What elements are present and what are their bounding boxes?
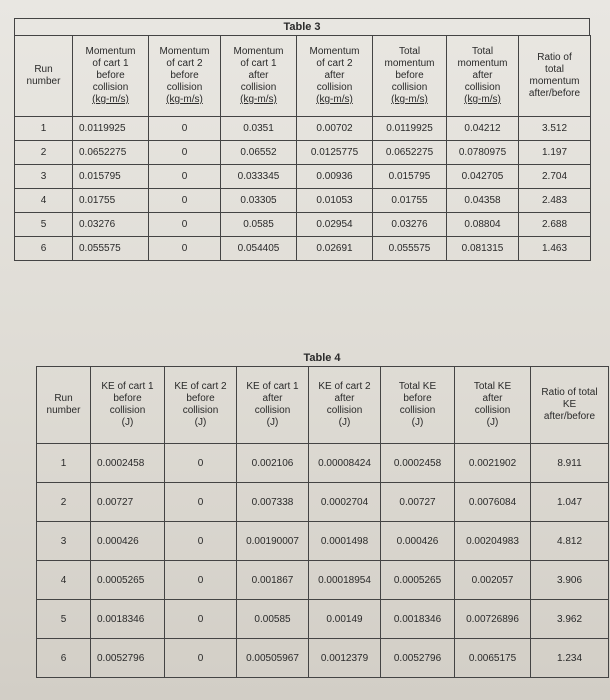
- table4-cell-r4-c2: 0: [165, 600, 237, 639]
- table3-cell-r0-c3: 0.0351: [221, 117, 297, 141]
- table-row: [37, 600, 609, 639]
- table4-cell-r3-c3: 0.001867: [237, 561, 309, 600]
- table4-header-6-line-0: Total KE: [473, 381, 512, 392]
- table3-cell-r5-c4: 0.02691: [297, 237, 373, 261]
- table-3-header-row: [15, 36, 591, 117]
- table-row: [15, 189, 591, 213]
- table4-cell-r4-c3: 0.00585: [237, 600, 309, 639]
- table3-header-4-line-2: after: [324, 70, 345, 81]
- table3-header-2-line-4: (kg-m/s): [166, 94, 203, 105]
- table3-cell-r5-c1: 0.055575: [73, 237, 149, 261]
- table3-cell-r5-c7: 1.463: [519, 237, 591, 261]
- table4-cell-r3-c4: 0.00018954: [309, 561, 381, 600]
- table3-header-1-line-4: (kg-m/s): [92, 94, 129, 105]
- table4-cell-r1-c0: 2: [37, 483, 91, 522]
- table3-header-7-line-0: Ratio of: [537, 52, 572, 63]
- table4-header-1: [91, 367, 165, 444]
- table3-cell-r0-c2: 0: [149, 117, 221, 141]
- table3-header-1-line-2: before: [96, 70, 125, 81]
- table4-cell-r0-c7: 8.911: [531, 444, 609, 483]
- table4-header-3-line-0: KE of cart 1: [246, 381, 299, 392]
- table3-cell-r4-c3: 0.0585: [221, 213, 297, 237]
- table4-cell-r0-c3: 0.002106: [237, 444, 309, 483]
- table4-header-4-line-2: collision: [326, 405, 363, 416]
- table4-header-2: [165, 367, 237, 444]
- table3-header-0: [15, 36, 73, 117]
- table4-cell-r5-c0: 6: [37, 639, 91, 678]
- table4-header-2-line-0: KE of cart 2: [174, 381, 227, 392]
- table4-header-6-line-3: (J): [486, 417, 499, 428]
- table3-cell-r1-c7: 1.197: [519, 141, 591, 165]
- table3-header-3-line-3: collision: [240, 82, 277, 93]
- table4-cell-r3-c7: 3.906: [531, 561, 609, 600]
- table4-cell-r5-c5: 0.0052796: [381, 639, 455, 678]
- table3-cell-r4-c5: 0.03276: [373, 213, 447, 237]
- table3-header-1-line-3: collision: [92, 82, 129, 93]
- kinetic-energy-table: [36, 350, 608, 678]
- table3-header-6-line-0: Total: [471, 46, 494, 57]
- table4-cell-r3-c2: 0: [165, 561, 237, 600]
- table3-header-3-line-1: of cart 1: [240, 58, 277, 69]
- table3-cell-r5-c5: 0.055575: [373, 237, 447, 261]
- table4-header-0: [37, 367, 91, 444]
- table4-header-4-line-3: (J): [338, 417, 351, 428]
- table4-cell-r2-c4: 0.0001498: [309, 522, 381, 561]
- table4-header-6: [455, 367, 531, 444]
- table-row: [37, 561, 609, 600]
- table3-header-3-line-2: after: [248, 70, 269, 81]
- table4-header-4-line-0: KE of cart 2: [318, 381, 371, 392]
- table3-header-6-line-3: collision: [464, 82, 501, 93]
- table4-header-6-line-2: collision: [474, 405, 511, 416]
- table-row: [37, 483, 609, 522]
- table3-cell-r5-c0: 6: [15, 237, 73, 261]
- table3-cell-r3-c3: 0.03305: [221, 189, 297, 213]
- table-4-header-row: [37, 367, 609, 444]
- table4-cell-r2-c5: 0.000426: [381, 522, 455, 561]
- table3-cell-r1-c4: 0.0125775: [297, 141, 373, 165]
- table3-cell-r3-c5: 0.01755: [373, 189, 447, 213]
- table4-cell-r4-c6: 0.00726896: [455, 600, 531, 639]
- table3-header-4-line-0: Momentum: [309, 46, 360, 57]
- table3-cell-r4-c6: 0.08804: [447, 213, 519, 237]
- table4-cell-r2-c3: 0.00190007: [237, 522, 309, 561]
- table4-header-1-line-2: collision: [109, 405, 146, 416]
- table3-header-7-line-3: after/before: [528, 88, 581, 99]
- table3-cell-r3-c6: 0.04358: [447, 189, 519, 213]
- table4-cell-r2-c2: 0: [165, 522, 237, 561]
- table4-cell-r0-c5: 0.0002458: [381, 444, 455, 483]
- table3-header-2-line-2: before: [170, 70, 199, 81]
- table4-cell-r5-c1: 0.0052796: [91, 639, 165, 678]
- table4-cell-r5-c7: 1.234: [531, 639, 609, 678]
- table4-cell-r0-c6: 0.0021902: [455, 444, 531, 483]
- table4-header-4: [309, 367, 381, 444]
- table4-cell-r1-c3: 0.007338: [237, 483, 309, 522]
- table3-header-6-line-4: (kg-m/s): [464, 94, 501, 105]
- table3-header-2-line-1: of cart 2: [166, 58, 203, 69]
- table4-cell-r1-c7: 1.047: [531, 483, 609, 522]
- table4-cell-r1-c2: 0: [165, 483, 237, 522]
- table4-header-2-line-2: collision: [182, 405, 219, 416]
- table4-cell-r1-c1: 0.00727: [91, 483, 165, 522]
- table3-cell-r3-c1: 0.01755: [73, 189, 149, 213]
- table3-cell-r2-c4: 0.00936: [297, 165, 373, 189]
- table-4-title: Table 4: [303, 352, 341, 364]
- table3-cell-r3-c0: 4: [15, 189, 73, 213]
- table4-header-2-line-1: before: [186, 393, 215, 404]
- table3-header-2-line-3: collision: [166, 82, 203, 93]
- table4-header-7-line-1: KE: [562, 399, 577, 410]
- table3-header-4-line-1: of cart 2: [316, 58, 353, 69]
- table3-cell-r0-c4: 0.00702: [297, 117, 373, 141]
- table3-cell-r2-c2: 0: [149, 165, 221, 189]
- table-row: [15, 165, 591, 189]
- table3-cell-r1-c3: 0.06552: [221, 141, 297, 165]
- table3-header-0-line-1: number: [26, 76, 61, 87]
- table4-header-1-line-3: (J): [121, 417, 134, 428]
- table3-header-1-line-0: Momentum: [85, 46, 136, 57]
- table3-cell-r4-c0: 5: [15, 213, 73, 237]
- table4-cell-r2-c1: 0.000426: [91, 522, 165, 561]
- table4-cell-r3-c1: 0.0005265: [91, 561, 165, 600]
- table3-cell-r2-c5: 0.015795: [373, 165, 447, 189]
- table4-cell-r3-c5: 0.0005265: [381, 561, 455, 600]
- table3-cell-r2-c1: 0.015795: [73, 165, 149, 189]
- table3-cell-r2-c6: 0.042705: [447, 165, 519, 189]
- table4-cell-r5-c6: 0.0065175: [455, 639, 531, 678]
- table3-header-2-line-0: Momentum: [159, 46, 210, 57]
- table3-cell-r2-c3: 0.033345: [221, 165, 297, 189]
- table4-cell-r0-c0: 1: [37, 444, 91, 483]
- table4-cell-r0-c4: 0.00008424: [309, 444, 381, 483]
- table4-cell-r4-c5: 0.0018346: [381, 600, 455, 639]
- table3-header-2: [149, 36, 221, 117]
- table4-cell-r4-c7: 3.962: [531, 600, 609, 639]
- table4-cell-r2-c6: 0.00204983: [455, 522, 531, 561]
- table3-cell-r1-c2: 0: [149, 141, 221, 165]
- table3-header-3: [221, 36, 297, 117]
- table3-header-4: [297, 36, 373, 117]
- table3-cell-r3-c2: 0: [149, 189, 221, 213]
- table3-header-1-line-1: of cart 1: [92, 58, 129, 69]
- table4-header-1-line-1: before: [113, 393, 142, 404]
- table4-header-7: [531, 367, 609, 444]
- table4-header-1-line-0: KE of cart 1: [101, 381, 154, 392]
- table4-header-0-line-1: number: [46, 405, 81, 416]
- table4-cell-r1-c5: 0.00727: [381, 483, 455, 522]
- table3-cell-r5-c2: 0: [149, 237, 221, 261]
- table3-cell-r0-c1: 0.0119925: [73, 117, 149, 141]
- table-row: [37, 444, 609, 483]
- table3-cell-r0-c6: 0.04212: [447, 117, 519, 141]
- table-row: [37, 639, 609, 678]
- table3-header-5: [373, 36, 447, 117]
- table3-header-6-line-2: after: [472, 70, 493, 81]
- table4-header-7-line-2: after/before: [543, 411, 596, 422]
- table4-cell-r3-c0: 4: [37, 561, 91, 600]
- table-row: [15, 141, 591, 165]
- table4-header-5-line-1: before: [403, 393, 432, 404]
- table3-cell-r0-c7: 3.512: [519, 117, 591, 141]
- table3-cell-r4-c7: 2.688: [519, 213, 591, 237]
- table3-cell-r5-c3: 0.054405: [221, 237, 297, 261]
- table3-header-4-line-3: collision: [316, 82, 353, 93]
- table3-header-5-line-2: before: [395, 70, 424, 81]
- table4-header-3-line-1: after: [262, 393, 283, 404]
- table3-header-7-line-1: total: [545, 64, 564, 75]
- table3-cell-r1-c1: 0.0652275: [73, 141, 149, 165]
- table3-cell-r3-c4: 0.01053: [297, 189, 373, 213]
- table4-cell-r5-c4: 0.0012379: [309, 639, 381, 678]
- table-3: [14, 35, 591, 261]
- table3-cell-r5-c6: 0.081315: [447, 237, 519, 261]
- table4-header-7-line-0: Ratio of total: [541, 387, 598, 398]
- table-row: [15, 213, 591, 237]
- table4-cell-r2-c0: 3: [37, 522, 91, 561]
- table4-cell-r5-c2: 0: [165, 639, 237, 678]
- table3-cell-r4-c1: 0.03276: [73, 213, 149, 237]
- table3-header-4-line-4: (kg-m/s): [316, 94, 353, 105]
- table-3-title: Table 3: [14, 18, 590, 35]
- table4-cell-r1-c6: 0.0076084: [455, 483, 531, 522]
- table4-header-5-line-3: (J): [411, 417, 424, 428]
- table4-header-0-line-0: Run: [54, 393, 73, 404]
- table3-cell-r2-c7: 2.704: [519, 165, 591, 189]
- table-row: [15, 237, 591, 261]
- table4-header-2-line-3: (J): [194, 417, 207, 428]
- table4-header-3-line-3: (J): [266, 417, 279, 428]
- table4-cell-r3-c6: 0.002057: [455, 561, 531, 600]
- table4-cell-r1-c4: 0.0002704: [309, 483, 381, 522]
- table3-cell-r4-c4: 0.02954: [297, 213, 373, 237]
- table-4: [36, 366, 609, 678]
- table4-header-5-line-2: collision: [399, 405, 436, 416]
- table3-header-5-line-1: momentum: [384, 58, 435, 69]
- table4-header-5: [381, 367, 455, 444]
- table3-header-0-line-0: Run: [34, 64, 53, 75]
- table3-header-5-line-0: Total: [398, 46, 421, 57]
- table-row: [15, 117, 591, 141]
- table4-header-3-line-2: collision: [254, 405, 291, 416]
- table3-header-5-line-3: collision: [391, 82, 428, 93]
- table3-cell-r0-c5: 0.0119925: [373, 117, 447, 141]
- table4-header-6-line-1: after: [482, 393, 503, 404]
- table4-cell-r2-c7: 4.812: [531, 522, 609, 561]
- table4-cell-r4-c4: 0.00149: [309, 600, 381, 639]
- table3-cell-r2-c0: 3: [15, 165, 73, 189]
- table3-header-3-line-0: Momentum: [233, 46, 284, 57]
- table3-cell-r4-c2: 0: [149, 213, 221, 237]
- table3-header-5-line-4: (kg-m/s): [391, 94, 428, 105]
- table3-header-6-line-1: momentum: [457, 58, 508, 69]
- table3-cell-r1-c0: 2: [15, 141, 73, 165]
- table4-cell-r0-c2: 0: [165, 444, 237, 483]
- table4-header-5-line-0: Total KE: [398, 381, 437, 392]
- table4-cell-r4-c1: 0.0018346: [91, 600, 165, 639]
- table4-header-4-line-1: after: [334, 393, 355, 404]
- table3-header-7-line-2: momentum: [529, 76, 580, 87]
- table4-cell-r0-c1: 0.0002458: [91, 444, 165, 483]
- table3-cell-r3-c7: 2.483: [519, 189, 591, 213]
- momentum-table: [14, 18, 590, 261]
- table-row: [37, 522, 609, 561]
- table4-header-3: [237, 367, 309, 444]
- table3-cell-r0-c0: 1: [15, 117, 73, 141]
- table3-cell-r1-c6: 0.0780975: [447, 141, 519, 165]
- table4-cell-r4-c0: 5: [37, 600, 91, 639]
- table3-header-1: [73, 36, 149, 117]
- table3-header-7: [519, 36, 591, 117]
- table4-cell-r5-c3: 0.00505967: [237, 639, 309, 678]
- table3-header-3-line-4: (kg-m/s): [240, 94, 277, 105]
- table3-header-6: [447, 36, 519, 117]
- table3-cell-r1-c5: 0.0652275: [373, 141, 447, 165]
